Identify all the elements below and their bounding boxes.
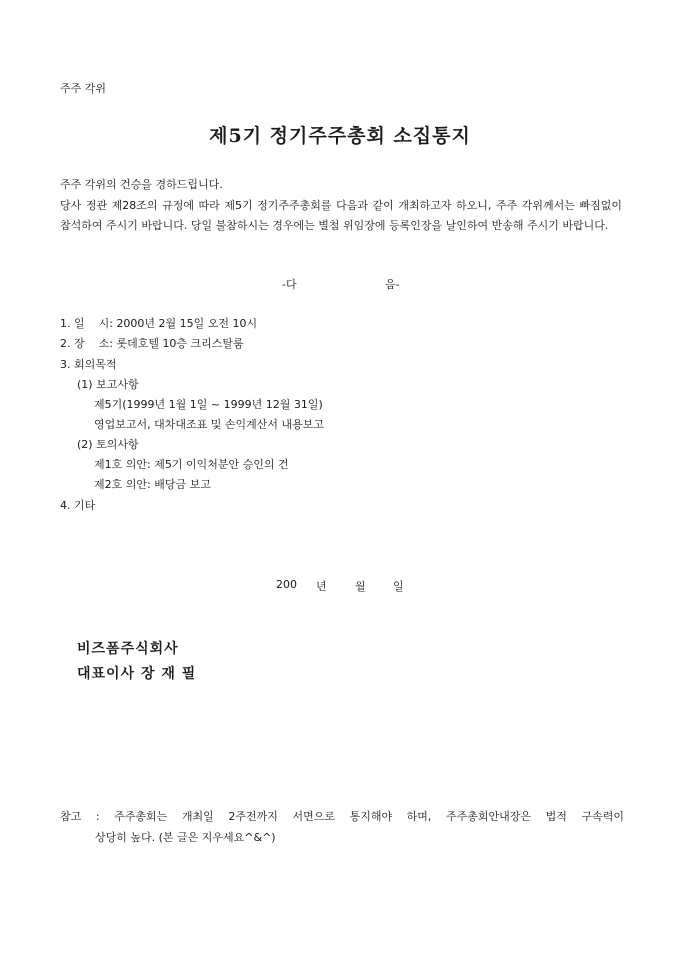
datetime-value: 2000년 2월 15일 오전 10시 [116, 317, 258, 330]
datetime-item [60, 317, 257, 330]
body-paragraph: 당사 정관 제28조의 규정에 따라 제5기 정기주주총회를 다음과 같이 개최하고자 하오니, 주주 각위께서는 빠짐없이 참석하여 주시기 바랍니다. 당일 불참하시는 경우에는 별첨 위임장에 등록인장을 날인하여 반송해 주시기 바랍니다. [60, 199, 622, 232]
place-value: 롯데호텔 10층 크리스탈룸 [116, 337, 244, 350]
agenda-label: 3. 회의목적 [60, 358, 117, 371]
report-period: 제5기(1999년 1월 1일 ~ 1999년 12월 31일) [94, 398, 323, 411]
place-item [60, 337, 244, 350]
place-label: 2. 장 소: [60, 337, 113, 350]
addressee: 주주 각위 [60, 82, 107, 95]
resolution-label: (2) 토의사항 [77, 438, 139, 451]
resolution-item-2: 제2호 의안: 배당금 보고 [94, 478, 211, 491]
datetime-label: 1. 일 시: [60, 317, 113, 330]
company-name: 비즈폼주식회사 [77, 641, 179, 657]
ceo-name: 대표이사 장 재 필 [77, 666, 197, 682]
date-year: 200 [276, 578, 297, 591]
note-line-1: 참고 : 주주총회는 개최일 2주전까지 서면으로 통지해야 하며, 주주총회안내장은 법적 구속력이 [60, 810, 624, 823]
document-title: 제5기 정기주주총회 소집통지 [209, 125, 471, 147]
greeting: 주주 각위의 건승을 경하드립니다. [60, 178, 223, 191]
report-label: (1) 보고사항 [77, 378, 139, 391]
date-day-unit: 일 [393, 580, 404, 593]
heading-left: -다 [282, 278, 297, 291]
report-content: 영업보고서, 대차대조표 및 손익계산서 내용보고 [94, 418, 325, 431]
date-year-unit: 년 [316, 580, 327, 593]
heading-right: 음- [385, 278, 400, 291]
other-label: 4. 기타 [60, 499, 96, 512]
resolution-item-1: 제1호 의안: 제5기 이익처분안 승인의 건 [94, 458, 289, 471]
date-month-unit: 월 [355, 580, 366, 593]
note-line-2: 상당히 높다. (본 글은 지우세요^&^) [95, 831, 276, 844]
